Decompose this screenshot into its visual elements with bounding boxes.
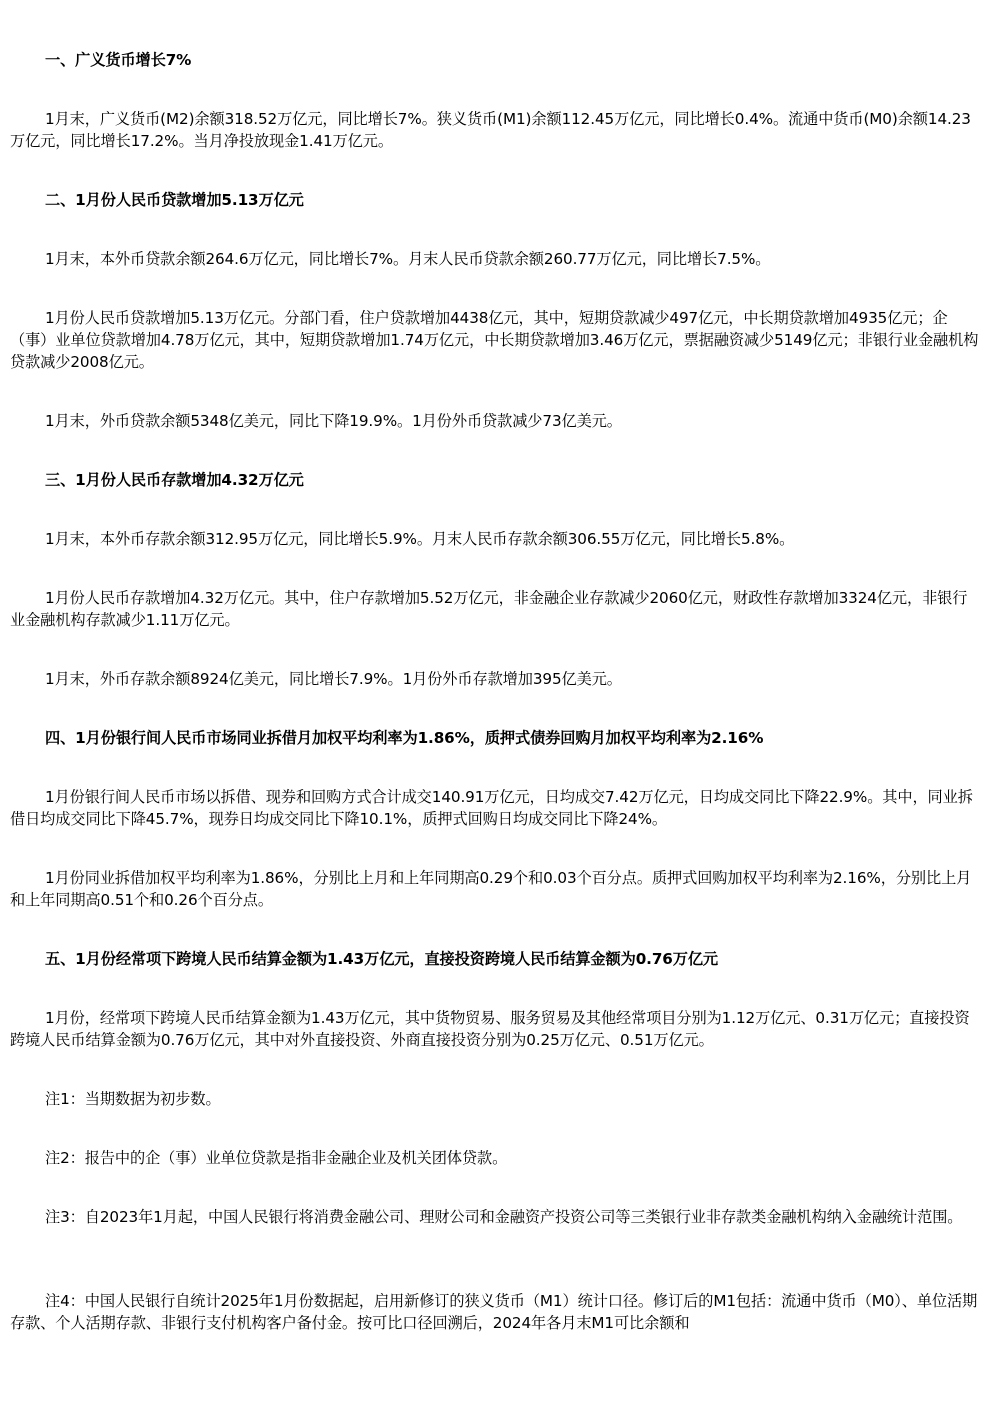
paragraph: 1月末，本外币贷款余额264.6万亿元，同比增长7%。月末人民币贷款余额260.77万亿元，同比增长7.5%。 xyxy=(45,250,771,268)
section-heading-4: 四、1月份银行间人民币市场同业拆借月加权平均利率为1.86%，质押式债券回购月加权平均利率为2.16% xyxy=(45,729,764,747)
paragraph: 1月份人民币贷款增加5.13万亿元。分部门看，住户贷款增加4438亿元，其中，短期贷款减少497亿元，中长期贷款增加4935亿元；企（事）业单位贷款增加4.78万亿元，其中，短期贷款增加1.74万亿元，中长期贷款增加3.46万亿元，票据融资减少5149亿元；非银行业金融机构贷款减少2008亿元。 xyxy=(10,309,979,371)
paragraph: 1月末，外币存款余额8924亿美元，同比增长7.9%。1月份外币存款增加395亿美元。 xyxy=(45,670,622,688)
section-heading-5: 五、1月份经常项下跨境人民币结算金额为1.43万亿元，直接投资跨境人民币结算金额为0.76万亿元 xyxy=(45,950,719,968)
note-1: 注1：当期数据为初步数。 xyxy=(45,1090,221,1108)
section-heading-1: 一、广义货币增长7% xyxy=(45,51,192,69)
paragraph: 1月末，本外币存款余额312.95万亿元，同比增长5.9%。月末人民币存款余额306.55万亿元，同比增长5.8%。 xyxy=(45,530,795,548)
paragraph: 1月份同业拆借加权平均利率为1.86%，分别比上月和上年同期高0.29个和0.03个百分点。质押式回购加权平均利率为2.16%，分别比上月和上年同期高0.51个和0.26个百分点。 xyxy=(10,869,972,909)
paragraph: 1月份，经常项下跨境人民币结算金额为1.43万亿元，其中货物贸易、服务贸易及其他经常项目分别为1.12万亿元、0.31万亿元；直接投资跨境人民币结算金额为0.76万亿元，其中对外直接投资、外商直接投资分别为0.25万亿元、0.51万亿元。 xyxy=(10,1009,970,1049)
paragraph: 1月份人民币存款增加4.32万亿元。其中，住户存款增加5.52万亿元，非金融企业存款减少2060亿元，财政性存款增加3324亿元，非银行业金融机构存款减少1.11万亿元。 xyxy=(10,589,968,629)
paragraph: 1月份银行间人民币市场以拆借、现券和回购方式合计成交140.91万亿元，日均成交7.42万亿元，日均成交同比下降22.9%。其中，同业拆借日均成交同比下降45.7%，现券日均成交同比下降10.1%，质押式回购日均成交同比下降24%。 xyxy=(10,788,973,828)
paragraph: 1月末，外币贷款余额5348亿美元，同比下降19.9%。1月份外币贷款减少73亿美元。 xyxy=(45,412,622,430)
note-4: 注4：中国人民银行自统计2025年1月份数据起，启用新修订的狭义货币（M1）统计口径。修订后的M1包括：流通中货币（M0）、单位活期存款、个人活期存款、非银行支付机构客户备付金。按可比口径回溯后，2024年各月末M1可比余额和 xyxy=(10,1292,978,1332)
note-2: 注2：报告中的企（事）业单位贷款是指非金融企业及机关团体贷款。 xyxy=(45,1149,508,1167)
section-heading-3: 三、1月份人民币存款增加4.32万亿元 xyxy=(45,471,304,489)
paragraph: 1月末，广义货币(M2)余额318.52万亿元，同比增长7%。狭义货币(M1)余额112.45万亿元，同比增长0.4%。流通中货币(M0)余额14.23万亿元，同比增长17.2%。当月净投放现金1.41万亿元。 xyxy=(10,110,971,150)
note-3: 注3：自2023年1月起，中国人民银行将消费金融公司、理财公司和金融资产投资公司等三类银行业非存款类金融机构纳入金融统计范围。 xyxy=(45,1208,963,1226)
section-heading-2: 二、1月份人民币贷款增加5.13万亿元 xyxy=(45,191,304,209)
